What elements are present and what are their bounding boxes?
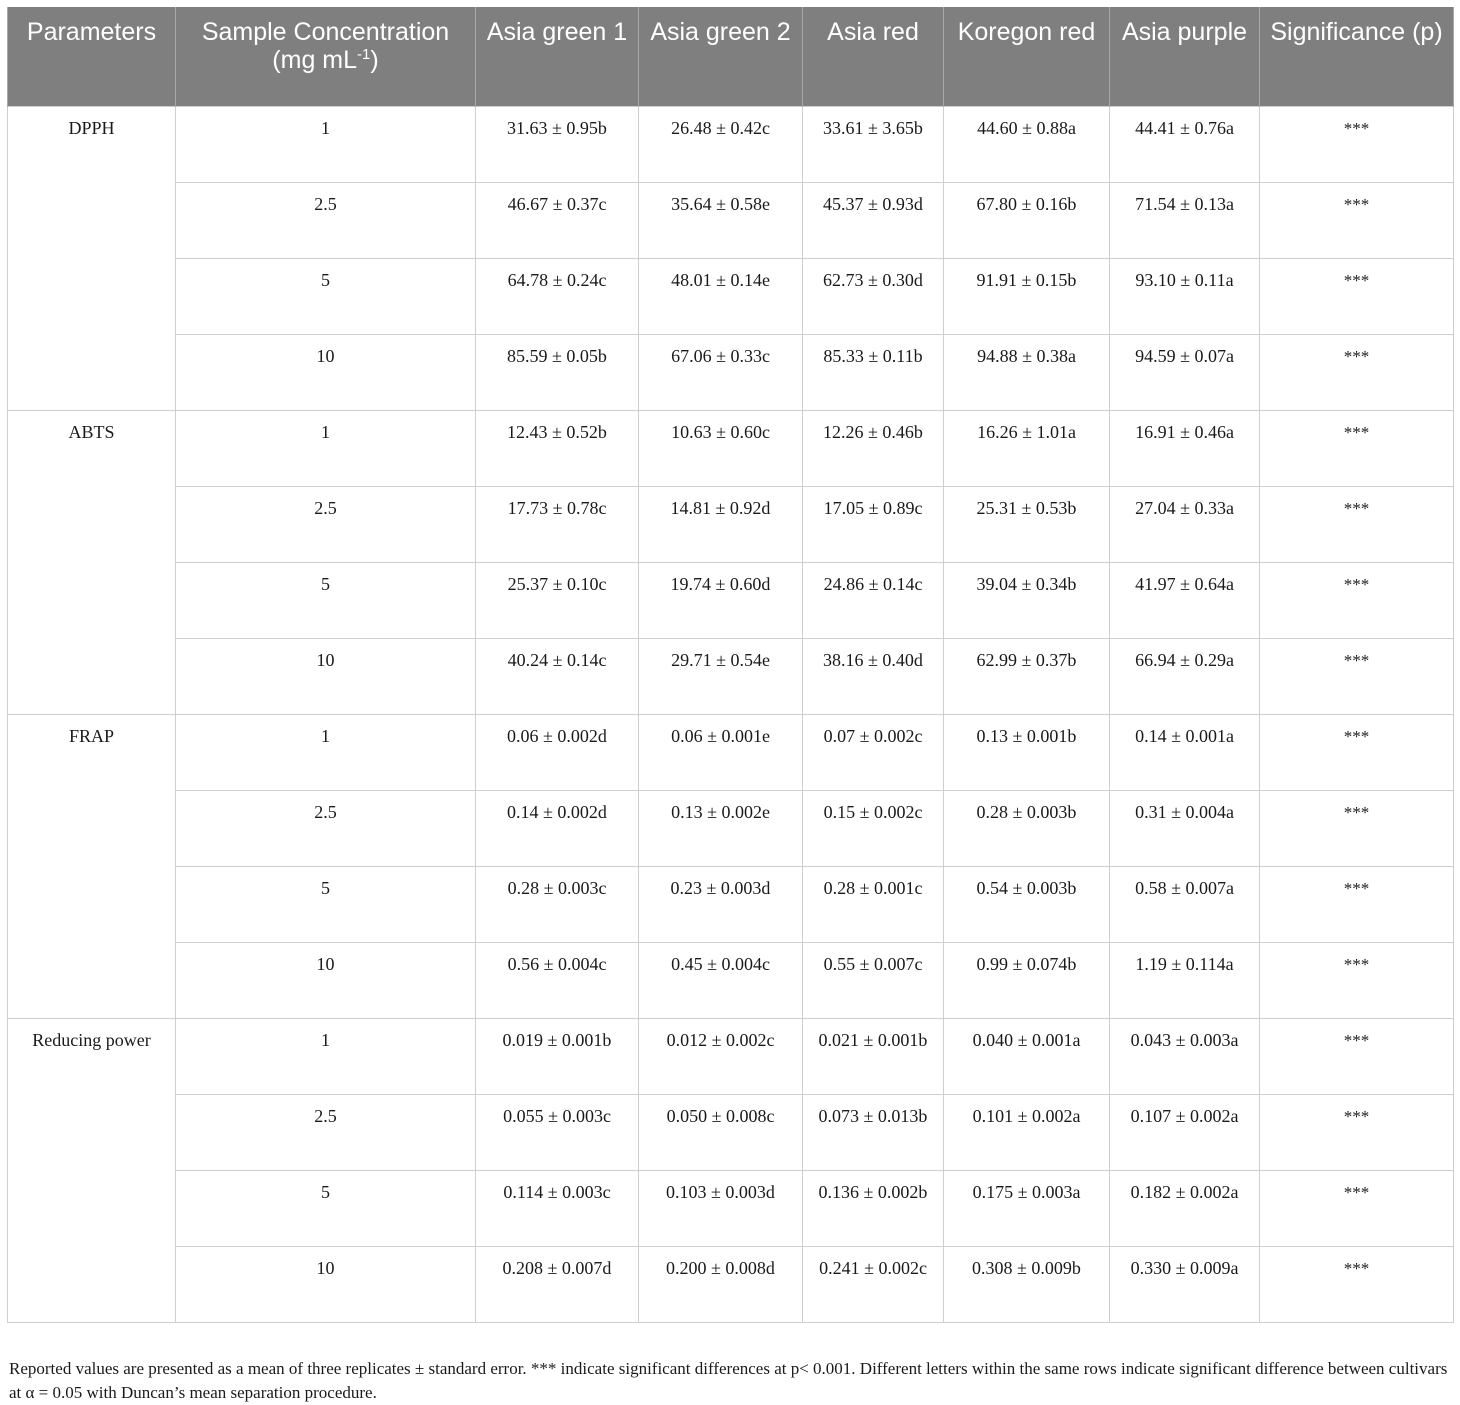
significance-cell: *** — [1260, 638, 1454, 714]
header-asia-purple: Asia purple — [1110, 7, 1260, 106]
table-footnote: Reported values are presented as a mean of three replicates ± standard error. *** indicate significant differences at p< 0.001. Different letters within the same rows indicate significant difference between cultivars at α = 0.05 with Duncan’s mean separation procedure. — [9, 1359, 1448, 1402]
asia-red-cell: 0.136 ± 0.002b — [803, 1170, 944, 1246]
asia-green-2-cell: 19.74 ± 0.60d — [639, 562, 803, 638]
table-row — [8, 638, 1454, 714]
parameter-cell-frap: FRAP — [8, 714, 176, 1018]
asia-green-1-cell: 12.43 ± 0.52b — [476, 410, 639, 486]
koregon-red-cell: 0.13 ± 0.001b — [944, 714, 1110, 790]
asia-red-cell: 0.073 ± 0.013b — [803, 1094, 944, 1170]
asia-green-1-cell: 64.78 ± 0.24c — [476, 258, 639, 334]
significance-cell: *** — [1260, 410, 1454, 486]
asia-red-cell: 12.26 ± 0.46b — [803, 410, 944, 486]
concentration-cell: 5 — [176, 562, 476, 638]
asia-green-2-cell: 0.200 ± 0.008d — [639, 1246, 803, 1322]
koregon-red-cell: 0.54 ± 0.003b — [944, 866, 1110, 942]
asia-green-2-cell: 67.06 ± 0.33c — [639, 334, 803, 410]
asia-green-1-cell: 85.59 ± 0.05b — [476, 334, 639, 410]
table-row — [8, 334, 1454, 410]
asia-green-2-cell: 35.64 ± 0.58e — [639, 182, 803, 258]
asia-green-2-cell: 48.01 ± 0.14e — [639, 258, 803, 334]
header-asia-green-1: Asia green 1 — [476, 7, 639, 106]
asia-green-1-cell: 46.67 ± 0.37c — [476, 182, 639, 258]
table-row — [8, 486, 1454, 562]
header-parameters: Parameters — [8, 7, 176, 106]
asia-green-2-cell: 0.23 ± 0.003d — [639, 866, 803, 942]
asia-green-2-cell: 10.63 ± 0.60c — [639, 410, 803, 486]
koregon-red-cell: 39.04 ± 0.34b — [944, 562, 1110, 638]
concentration-cell: 2.5 — [176, 1094, 476, 1170]
asia-green-1-cell: 0.055 ± 0.003c — [476, 1094, 639, 1170]
asia-purple-cell: 27.04 ± 0.33a — [1110, 486, 1260, 562]
table-body — [8, 106, 1454, 1322]
asia-green-2-cell: 0.050 ± 0.008c — [639, 1094, 803, 1170]
concentration-cell: 10 — [176, 334, 476, 410]
table-row — [8, 258, 1454, 334]
parameter-cell-reducing-power: Reducing power — [8, 1018, 176, 1322]
significance-cell: *** — [1260, 106, 1454, 182]
asia-purple-cell: 16.91 ± 0.46a — [1110, 410, 1260, 486]
table-row — [8, 106, 1454, 182]
significance-cell: *** — [1260, 1170, 1454, 1246]
asia-green-1-cell: 40.24 ± 0.14c — [476, 638, 639, 714]
antioxidant-table — [7, 7, 1454, 1323]
asia-green-2-cell: 14.81 ± 0.92d — [639, 486, 803, 562]
asia-green-1-cell: 0.114 ± 0.003c — [476, 1170, 639, 1246]
koregon-red-cell: 94.88 ± 0.38a — [944, 334, 1110, 410]
table-row — [8, 410, 1454, 486]
concentration-cell: 2.5 — [176, 790, 476, 866]
asia-green-1-cell: 0.28 ± 0.003c — [476, 866, 639, 942]
significance-cell: *** — [1260, 942, 1454, 1018]
header-koregon-red: Koregon red — [944, 7, 1110, 106]
asia-green-2-cell: 0.13 ± 0.002e — [639, 790, 803, 866]
table-row — [8, 562, 1454, 638]
concentration-cell: 5 — [176, 258, 476, 334]
table-row — [8, 1170, 1454, 1246]
asia-purple-cell: 94.59 ± 0.07a — [1110, 334, 1260, 410]
table-row — [8, 942, 1454, 1018]
koregon-red-cell: 0.308 ± 0.009b — [944, 1246, 1110, 1322]
asia-red-cell: 17.05 ± 0.89c — [803, 486, 944, 562]
asia-red-cell: 45.37 ± 0.93d — [803, 182, 944, 258]
significance-cell: *** — [1260, 1094, 1454, 1170]
concentration-cell: 2.5 — [176, 182, 476, 258]
koregon-red-cell: 0.040 ± 0.001a — [944, 1018, 1110, 1094]
asia-purple-cell: 66.94 ± 0.29a — [1110, 638, 1260, 714]
asia-red-cell: 62.73 ± 0.30d — [803, 258, 944, 334]
concentration-cell: 1 — [176, 714, 476, 790]
asia-purple-cell: 0.330 ± 0.009a — [1110, 1246, 1260, 1322]
koregon-red-cell: 44.60 ± 0.88a — [944, 106, 1110, 182]
asia-purple-cell: 44.41 ± 0.76a — [1110, 106, 1260, 182]
asia-green-1-cell: 0.208 ± 0.007d — [476, 1246, 639, 1322]
significance-cell: *** — [1260, 1246, 1454, 1322]
asia-green-2-cell: 0.06 ± 0.001e — [639, 714, 803, 790]
concentration-cell: 5 — [176, 1170, 476, 1246]
asia-green-2-cell: 26.48 ± 0.42c — [639, 106, 803, 182]
significance-cell: *** — [1260, 258, 1454, 334]
concentration-cell: 2.5 — [176, 486, 476, 562]
table-row — [8, 1246, 1454, 1322]
asia-green-1-cell: 0.14 ± 0.002d — [476, 790, 639, 866]
significance-cell: *** — [1260, 866, 1454, 942]
asia-purple-cell: 1.19 ± 0.114a — [1110, 942, 1260, 1018]
header-concentration-text: Sample Concentration (mg mL — [201, 18, 450, 74]
asia-green-2-cell: 0.012 ± 0.002c — [639, 1018, 803, 1094]
significance-cell: *** — [1260, 790, 1454, 866]
significance-cell: *** — [1260, 1018, 1454, 1094]
asia-purple-cell: 71.54 ± 0.13a — [1110, 182, 1260, 258]
asia-green-1-cell: 0.06 ± 0.002d — [476, 714, 639, 790]
asia-purple-cell: 0.31 ± 0.004a — [1110, 790, 1260, 866]
koregon-red-cell: 62.99 ± 0.37b — [944, 638, 1110, 714]
koregon-red-cell: 16.26 ± 1.01a — [944, 410, 1110, 486]
header-sample-concentration — [176, 7, 476, 106]
significance-cell: *** — [1260, 562, 1454, 638]
asia-purple-cell: 0.043 ± 0.003a — [1110, 1018, 1260, 1094]
asia-red-cell: 0.07 ± 0.002c — [803, 714, 944, 790]
koregon-red-cell: 0.28 ± 0.003b — [944, 790, 1110, 866]
concentration-cell: 10 — [176, 638, 476, 714]
asia-red-cell: 0.28 ± 0.001c — [803, 866, 944, 942]
table-row — [8, 1094, 1454, 1170]
asia-green-1-cell: 25.37 ± 0.10c — [476, 562, 639, 638]
asia-red-cell: 24.86 ± 0.14c — [803, 562, 944, 638]
koregon-red-cell: 0.101 ± 0.002a — [944, 1094, 1110, 1170]
asia-purple-cell: 93.10 ± 0.11a — [1110, 258, 1260, 334]
asia-red-cell: 0.021 ± 0.001b — [803, 1018, 944, 1094]
asia-green-1-cell: 0.019 ± 0.001b — [476, 1018, 639, 1094]
asia-purple-cell: 0.14 ± 0.001a — [1110, 714, 1260, 790]
header-concentration-suffix: ) — [370, 46, 379, 74]
asia-green-2-cell: 0.45 ± 0.004c — [639, 942, 803, 1018]
koregon-red-cell: 91.91 ± 0.15b — [944, 258, 1110, 334]
koregon-red-cell: 0.175 ± 0.003a — [944, 1170, 1110, 1246]
table-row — [8, 1018, 1454, 1094]
header-asia-red: Asia red — [803, 7, 944, 106]
asia-purple-cell: 41.97 ± 0.64a — [1110, 562, 1260, 638]
table-row — [8, 866, 1454, 942]
header-significance: Significance (p) — [1260, 7, 1454, 106]
header-concentration-exponent: -1 — [357, 46, 371, 63]
koregon-red-cell: 25.31 ± 0.53b — [944, 486, 1110, 562]
asia-red-cell: 0.55 ± 0.007c — [803, 942, 944, 1018]
asia-green-2-cell: 29.71 ± 0.54e — [639, 638, 803, 714]
significance-cell: *** — [1260, 182, 1454, 258]
asia-red-cell: 33.61 ± 3.65b — [803, 106, 944, 182]
asia-purple-cell: 0.182 ± 0.002a — [1110, 1170, 1260, 1246]
parameter-cell-abts: ABTS — [8, 410, 176, 714]
asia-purple-cell: 0.107 ± 0.002a — [1110, 1094, 1260, 1170]
asia-red-cell: 0.15 ± 0.002c — [803, 790, 944, 866]
asia-red-cell: 38.16 ± 0.40d — [803, 638, 944, 714]
concentration-cell: 10 — [176, 942, 476, 1018]
table-row — [8, 790, 1454, 866]
concentration-cell: 1 — [176, 1018, 476, 1094]
koregon-red-cell: 0.99 ± 0.074b — [944, 942, 1110, 1018]
concentration-cell: 1 — [176, 410, 476, 486]
concentration-cell: 1 — [176, 106, 476, 182]
table-row — [8, 182, 1454, 258]
asia-green-1-cell: 31.63 ± 0.95b — [476, 106, 639, 182]
asia-green-2-cell: 0.103 ± 0.003d — [639, 1170, 803, 1246]
significance-cell: *** — [1260, 334, 1454, 410]
parameter-cell-dpph: DPPH — [8, 106, 176, 410]
asia-green-1-cell: 0.56 ± 0.004c — [476, 942, 639, 1018]
table-row — [8, 714, 1454, 790]
table-header-row — [8, 7, 1454, 106]
header-asia-green-2: Asia green 2 — [639, 7, 803, 106]
asia-red-cell: 85.33 ± 0.11b — [803, 334, 944, 410]
asia-red-cell: 0.241 ± 0.002c — [803, 1246, 944, 1322]
asia-purple-cell: 0.58 ± 0.007a — [1110, 866, 1260, 942]
significance-cell: *** — [1260, 714, 1454, 790]
asia-green-1-cell: 17.73 ± 0.78c — [476, 486, 639, 562]
concentration-cell: 5 — [176, 866, 476, 942]
concentration-cell: 10 — [176, 1246, 476, 1322]
koregon-red-cell: 67.80 ± 0.16b — [944, 182, 1110, 258]
significance-cell: *** — [1260, 486, 1454, 562]
